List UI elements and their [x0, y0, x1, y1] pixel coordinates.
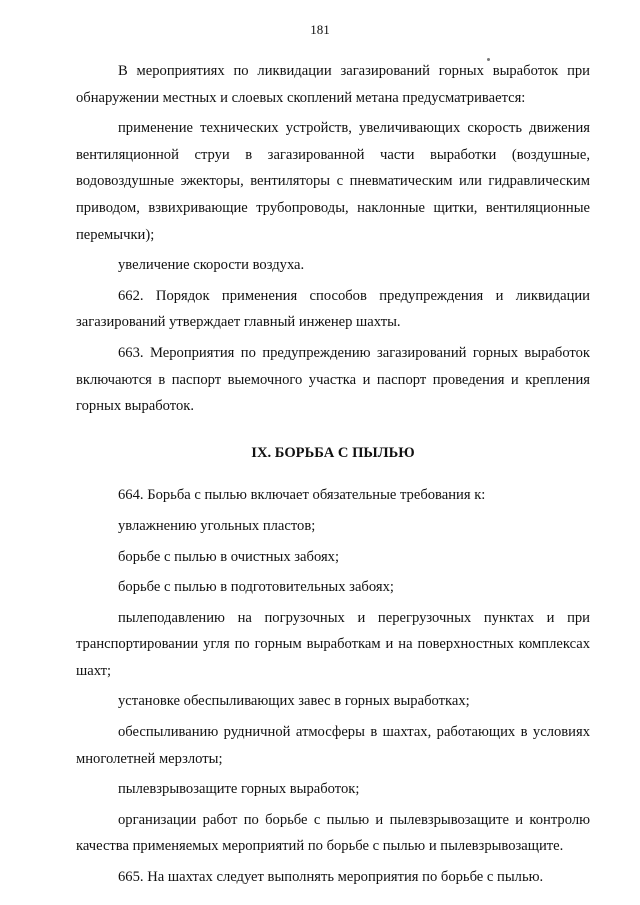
- paragraph-methane-measures: В мероприятиях по ликвидации загазирований горных выработок при обнаружении местных и слоевых скоплений метана предусматривается:: [76, 63, 590, 106]
- paragraph-662: 662. Порядок применения способов предупреждения и ликвидации загазирований утверждает главный инженер шахты.: [76, 287, 590, 331]
- scan-speck: [487, 58, 490, 61]
- list-item-explosion-protection: пылевзрывозащите горных выработок;: [118, 781, 360, 798]
- paragraph-technical-devices: применение технических устройств, увеличивающих скорость движения вентиляционной струи в загазированной части выработки (воздушные, водовоздушные эжекторы, вентиляторы с пневматическим или гидравлическим приводом, взвихривающие трубопроводы, наклонные щитки, вентиляционные перемычки);: [76, 120, 590, 243]
- list-item-dust-suppression: пылеподавлению на погрузочных и перегрузочных пунктах и при транспортировании угля по горным выработкам и на поверхностных комплексах шахт;: [76, 609, 590, 679]
- list-item-work-organization: организации работ по борьбе с пылью и пылевзрывозащите и контролю качества применяемых мероприятий по борьбе с пылью и пылевзрывозащите.: [76, 811, 590, 855]
- list-item-stope-dust: борьбе с пылью в очистных забоях;: [118, 548, 340, 565]
- list-item-dust-curtains: установке обеспыливающих завес в горных выработках;: [118, 693, 470, 710]
- list-item-permafrost-dust: обеспыливанию рудничной атмосферы в шахтах, работающих в условиях многолетней мерзлоты;: [76, 724, 590, 767]
- list-item-development-dust: борьбе с пылью в подготовительных забоях;: [118, 579, 394, 596]
- page-number: 181: [310, 22, 330, 37]
- paragraph-663: 663. Мероприятия по предупреждению загазирований горных выработок включаются в паспорт выемочного участка и паспорт проведения и крепления горных выработок.: [76, 344, 590, 415]
- paragraph-air-speed: увеличение скорости воздуха.: [118, 257, 305, 274]
- list-item-coal-seam-moistening: увлажнению угольных пластов;: [118, 517, 316, 534]
- paragraph-664: 664. Борьба с пылью включает обязательные требования к:: [118, 487, 486, 504]
- section-heading: IX. БОРЬБА С ПЫЛЬЮ: [251, 444, 415, 461]
- paragraph-665: 665. На шахтах следует выполнять мероприятия по борьбе с пылью.: [118, 869, 544, 886]
- document-body: [76, 58, 590, 891]
